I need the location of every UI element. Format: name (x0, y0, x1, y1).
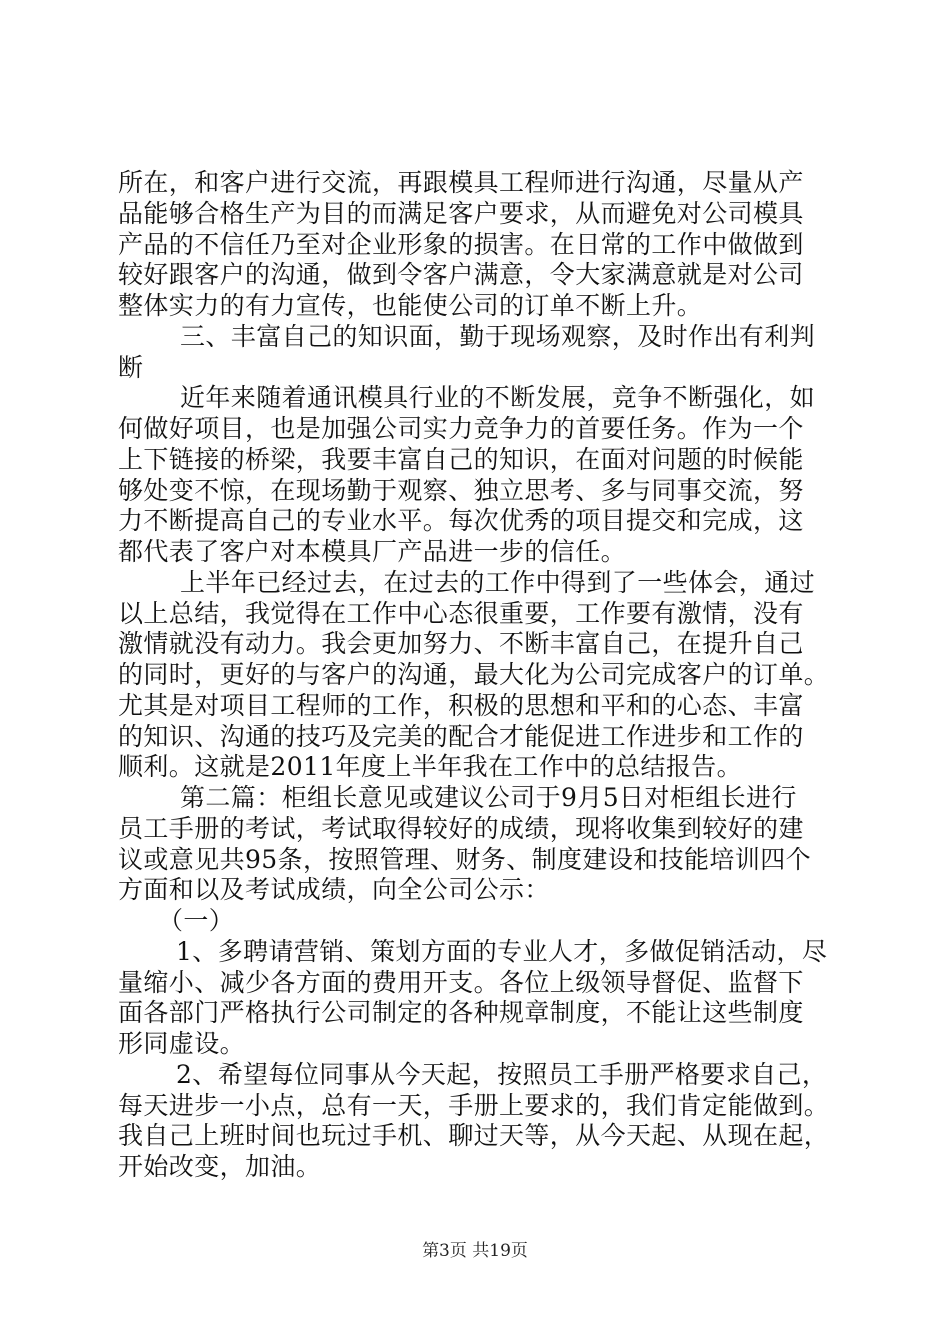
body-line: 第二篇：柜组长意见或建议公司于9月5日对柜组长进行 (180, 783, 797, 812)
body-line: 议或意见共95条，按照管理、财务、制度建设和技能培训四个 (118, 845, 812, 874)
body-line: 够处变不惊，在现场勤于观察、独立思考、多与同事交流，努 (118, 476, 804, 505)
list-heading: （一） (158, 906, 235, 935)
body-line: 面各部门严格执行公司制定的各种规章制度，不能让这些制度 (118, 998, 804, 1027)
body-line: 顺利。这就是2011年度上半年我在工作中的总结报告。 (118, 752, 743, 781)
body-line: 近年来随着通讯模具行业的不断发展，竞争不断强化，如 (180, 383, 816, 412)
body-line: 上半年已经过去，在过去的工作中得到了一些体会，通过 (180, 568, 816, 597)
body-line: 产品的不信任乃至对企业形象的损害。在日常的工作中做做到 (118, 230, 804, 259)
body-line: 上下链接的桥梁，我要丰富自己的知识，在面对问题的时候能 (118, 445, 804, 474)
body-line: 何做好项目，也是加强公司实力竞争力的首要任务。作为一个 (118, 414, 804, 443)
body-line: 形同虚设。 (118, 1029, 246, 1058)
body-line: 尤其是对项目工程师的工作，积极的思想和平和的心态、丰富 (118, 691, 804, 720)
body-line: 整体实力的有力宣传，也能使公司的订单不断上升。 (118, 291, 703, 320)
body-line: 的知识、沟通的技巧及完美的配合才能促进工作进步和工作的 (118, 722, 804, 751)
body-line: 以上总结，我觉得在工作中心态很重要，工作要有激情，没有 (118, 599, 804, 628)
body-line: 方面和以及考试成绩，向全公司公示： (118, 875, 550, 904)
body-line: 的同时，更好的与客户的沟通，最大化为公司完成客户的订单。 (118, 660, 830, 689)
page-footer: 第3页 共19页 (422, 1241, 528, 1261)
body-line: 开始改变，加油。 (118, 1152, 322, 1181)
body-line: 激情就没有动力。我会更加努力、不断丰富自己，在提升自己 (118, 629, 804, 658)
body-line: 品能够合格生产为目的而满足客户要求，从而避免对公司模具 (118, 199, 804, 228)
body-line: 员工手册的考试，考试取得较好的成绩，现将收集到较好的建 (118, 814, 804, 843)
body-line: 较好跟客户的沟通，做到令客户满意，令大家满意就是对公司 (118, 260, 804, 289)
list-item: 1、多聘请营销、策划方面的专业人才，多做促销活动，尽 (176, 937, 828, 966)
list-item: 2、希望每位同事从今天起，按照员工手册严格要求自己， (176, 1060, 828, 1089)
section-heading: 三、丰富自己的知识面，勤于现场观察，及时作出有利判 (180, 322, 816, 351)
body-line: 力不断提高自己的专业水平。每次优秀的项目提交和完成，这 (118, 506, 804, 535)
body-line: 量缩小、减少各方面的费用开支。各位上级领导督促、监督下 (118, 968, 804, 997)
section-heading-continued: 断 (118, 353, 144, 382)
body-line: 所在，和客户进行交流，再跟模具工程师进行沟通，尽量从产 (118, 168, 804, 197)
body-line: 每天进步一小点，总有一天，手册上要求的，我们肯定能做到。 (118, 1091, 830, 1120)
body-line: 都代表了客户对本模具厂产品进一步的信任。 (118, 537, 627, 566)
body-line: 我自己上班时间也玩过手机、聊过天等，从今天起、从现在起， (118, 1121, 830, 1150)
